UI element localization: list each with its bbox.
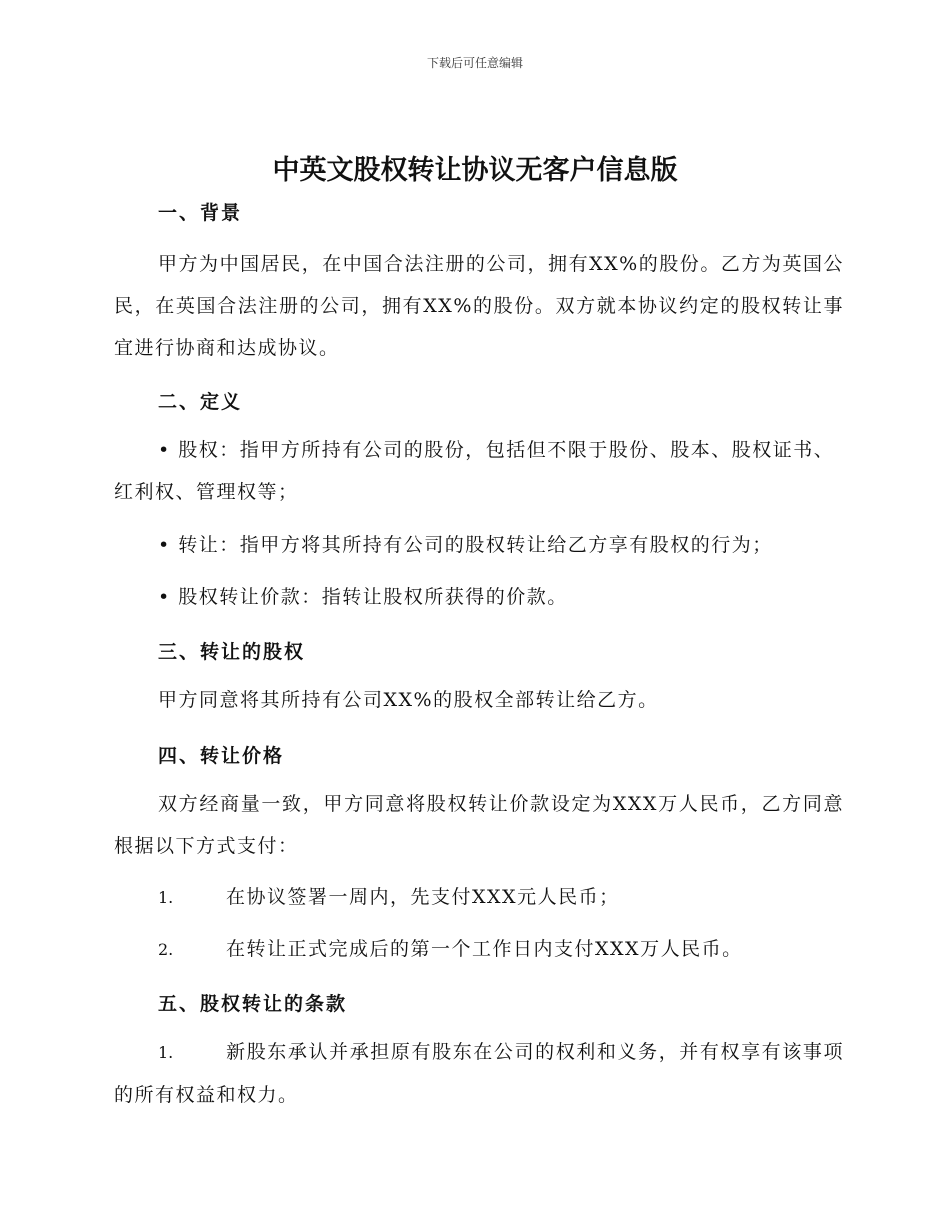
header-note: 下载后可任意编辑 — [426, 56, 523, 70]
section-heading-transferred-equity: 三、转让的股权 — [158, 641, 306, 663]
list-item — [114, 928, 844, 971]
list-text: 在转让正式完成后的第一个工作日内支付XXX万人民币。 — [226, 938, 743, 960]
document-title: 中英文股权转让协议无客户信息版 — [272, 155, 678, 186]
list-item — [114, 1031, 844, 1116]
list-text: 在协议签署一周内，先支付XXX元人民币； — [226, 886, 620, 908]
section-heading-background: 一、背景 — [158, 202, 243, 224]
section-heading-price: 四、转让价格 — [158, 745, 285, 767]
definition-item: • 转让：指甲方将其所持有公司的股权转让给乙方享有股权的行为； — [158, 534, 773, 556]
paragraph-transferred-equity: 甲方同意将其所持有公司XX%的股权全部转让给乙方。 — [158, 689, 659, 711]
definition-item: • 股权转让价款：指转让股权所获得的价款。 — [158, 586, 568, 608]
list-item — [114, 876, 844, 919]
list-text: 新股东承认并承担原有股东在公司的权利和义务，并有权享有该事项的所有权益和权力。 — [114, 1041, 844, 1106]
paragraph-background: 甲方为中国居民，在中国合法注册的公司，拥有XX%的股份。乙方为英国公民，在英国合法注册的公司，拥有XX%的股份。双方就本协议约定的股权转让事宜进行协商和达成协议。 — [114, 253, 844, 359]
list-number: 1. — [158, 888, 174, 907]
section-heading-definitions: 二、定义 — [158, 391, 243, 413]
paragraph-price: 双方经商量一致，甲方同意将股权转让价款设定为XXX万人民币，乙方同意根据以下方式支付： — [114, 793, 844, 857]
list-number: 1. — [158, 1043, 174, 1062]
definition-item: • 股权：指甲方所持有公司的股份，包括但不限于股份、股本、股权证书、红利权、管理权等； — [114, 439, 835, 503]
list-number: 2. — [158, 940, 174, 959]
section-heading-terms: 五、股权转让的条款 — [158, 993, 348, 1015]
